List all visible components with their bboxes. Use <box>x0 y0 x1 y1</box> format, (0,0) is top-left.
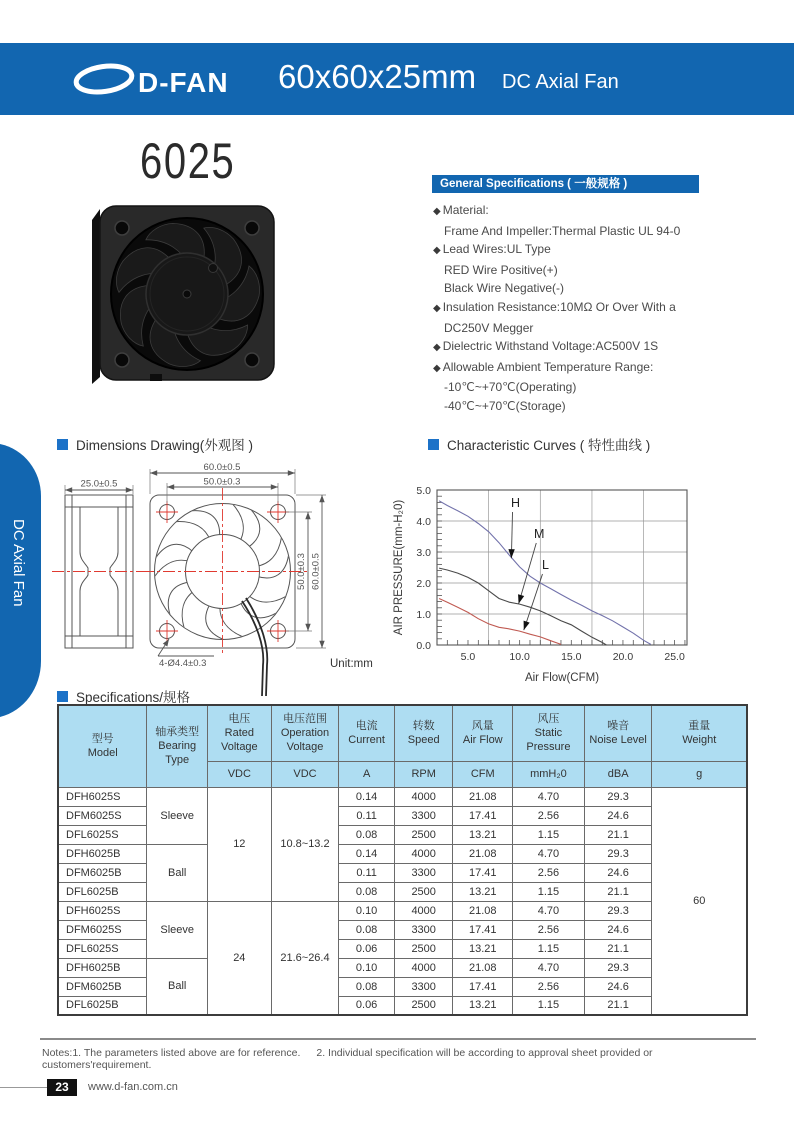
spec-line: ◆ Lead Wires:UL Type <box>433 242 551 257</box>
cell-current: 0.14 <box>339 844 395 863</box>
y-axis-label: AIR PRESSURE(mm-H₂0) <box>393 499 405 636</box>
cell-pressure: 1.15 <box>513 882 585 901</box>
cell-speed: 2500 <box>394 996 453 1015</box>
table-row <box>58 787 747 806</box>
cell-speed: 2500 <box>394 825 453 844</box>
footer-divider <box>40 1038 756 1040</box>
curve-label-L: L <box>541 558 549 573</box>
dim-width-outer: 60.0±0.5 <box>203 462 241 473</box>
fan-type-subtitle: DC Axial Fan <box>502 71 619 93</box>
cell-current: 0.08 <box>339 882 395 901</box>
cell-current: 0.11 <box>339 863 395 882</box>
mounting-hole <box>115 221 129 235</box>
y-tick-label: 4.0 <box>416 516 431 528</box>
unit-operation: VDC <box>271 761 339 787</box>
section-title-curves: Characteristic Curves ( 特性曲线 ) <box>428 434 650 454</box>
cell-airflow: 13.21 <box>453 825 513 844</box>
cell-bearing: Sleeve <box>147 787 208 844</box>
dim-holes: 4-Ø4.4±0.3 <box>159 658 207 669</box>
front-view <box>142 462 373 696</box>
diamond-bullet: ◆ <box>433 206 441 217</box>
cell-airflow: 13.21 <box>453 939 513 958</box>
col-header-airflow: 风量 Air Flow <box>453 705 513 761</box>
cell-current: 0.08 <box>339 977 395 996</box>
curve-H <box>439 501 651 645</box>
cell-bearing: Sleeve <box>147 901 208 958</box>
cell-pressure: 1.15 <box>513 996 585 1015</box>
unit-current: A <box>339 761 395 787</box>
table-row <box>58 844 747 863</box>
cell-speed: 2500 <box>394 939 453 958</box>
cell-noise: 21.1 <box>584 996 652 1015</box>
col-header-rated-voltage: 电压 Rated Voltage <box>208 705 272 761</box>
cell-speed: 2500 <box>394 882 453 901</box>
fan-size-title: 60x60x25mm <box>278 58 477 95</box>
col-header-speed: 转数 Speed <box>394 705 453 761</box>
cell-noise: 24.6 <box>584 863 652 882</box>
spec-line: Black Wire Negative(-) <box>444 281 565 296</box>
header-band <box>0 43 794 115</box>
cell-noise: 21.1 <box>584 825 652 844</box>
x-tick-label: 25.0 <box>664 651 685 663</box>
cell-current: 0.10 <box>339 958 395 977</box>
unit-weight: g <box>652 761 747 787</box>
spec-line: ◆ Material: <box>433 203 489 217</box>
cell-model: DFH6025S <box>58 787 147 806</box>
cell-noise: 29.3 <box>584 958 652 977</box>
spec-line: ◆ Dielectric Withstand Voltage:AC500V 1S <box>433 339 659 354</box>
x-tick-label: 15.0 <box>561 651 582 663</box>
section-title-dimensions: Dimensions Drawing(外观图 ) <box>57 434 253 454</box>
general-specs-list <box>433 201 733 416</box>
cell-airflow: 13.21 <box>453 882 513 901</box>
cell-current: 0.14 <box>339 787 395 806</box>
cell-airflow: 21.08 <box>453 901 513 920</box>
cell-model: DFL6025S <box>58 939 147 958</box>
cell-pressure: 2.56 <box>513 920 585 939</box>
cell-airflow: 17.41 <box>453 977 513 996</box>
col-header-current: 电流 Current <box>339 705 395 761</box>
cell-pressure: 2.56 <box>513 806 585 825</box>
annotation-arrowhead <box>521 621 530 632</box>
cell-speed: 3300 <box>394 806 453 825</box>
dim-depth: 25.0±0.5 <box>80 478 118 490</box>
cell-noise: 21.1 <box>584 939 652 958</box>
website-url: www.d-fan.com.cn <box>88 1081 178 1093</box>
dim-width-inner: 50.0±0.3 <box>203 476 241 488</box>
cell-noise: 24.6 <box>584 977 652 996</box>
diamond-bullet: ◆ <box>433 245 441 257</box>
y-tick-label: 5.0 <box>416 485 431 497</box>
col-header-weight: 重量 Weight <box>652 705 747 761</box>
cell-model: DFH6025B <box>58 958 147 977</box>
cell-pressure: 2.56 <box>513 977 585 996</box>
dim-unit: Unit:mm <box>330 658 373 670</box>
cell-rated-voltage: 24 <box>208 901 272 1015</box>
cell-current: 0.06 <box>339 939 395 958</box>
cell-current: 0.11 <box>339 806 395 825</box>
cell-airflow: 21.08 <box>453 844 513 863</box>
cell-model: DFH6025S <box>58 901 147 920</box>
cell-speed: 3300 <box>394 863 453 882</box>
diamond-bullet: ◆ <box>433 362 441 374</box>
unit-pressure: mmH₂0 <box>513 761 585 787</box>
cell-pressure: 2.56 <box>513 863 585 882</box>
cell-airflow: 21.08 <box>453 787 513 806</box>
table-row <box>58 901 747 920</box>
sidebar-tab <box>0 441 44 719</box>
cell-model: DFM6025B <box>58 977 147 996</box>
cell-pressure: 4.70 <box>513 844 585 863</box>
curve-L <box>439 599 561 645</box>
cell-model: DFH6025B <box>58 844 147 863</box>
blue-square-icon <box>428 439 439 450</box>
cell-pressure: 1.15 <box>513 939 585 958</box>
curve-M <box>439 568 606 645</box>
dim-height-outer: 60.0±0.5 <box>310 553 322 590</box>
cell-airflow: 17.41 <box>453 863 513 882</box>
cell-noise: 24.6 <box>584 806 652 825</box>
cell-speed: 3300 <box>394 977 453 996</box>
unit-noise: dBA <box>584 761 652 787</box>
cell-speed: 4000 <box>394 901 453 920</box>
cell-airflow: 21.08 <box>453 958 513 977</box>
cell-model: DFM6025S <box>58 920 147 939</box>
x-tick-label: 20.0 <box>612 651 634 663</box>
col-header-model: 型号 Model <box>58 705 147 787</box>
cell-airflow: 17.41 <box>453 920 513 939</box>
blue-square-icon <box>57 691 68 702</box>
cell-model: DFL6025B <box>58 882 147 901</box>
page-number: 23 <box>47 1079 77 1096</box>
annotation-arrowhead <box>508 549 515 558</box>
cell-rated-voltage: 12 <box>208 787 272 901</box>
diamond-bullet: ◆ <box>433 342 441 354</box>
cell-weight: 60 <box>652 787 747 1015</box>
col-header-pressure: 风压 Static Pressure <box>513 705 585 761</box>
col-header-noise: 噪音 Noise Level <box>584 705 652 761</box>
cell-bearing: Ball <box>147 844 208 901</box>
cell-speed: 3300 <box>394 920 453 939</box>
cell-pressure: 4.70 <box>513 901 585 920</box>
fan-photo <box>92 204 276 384</box>
x-axis-label: Air Flow(CFM) <box>524 672 600 684</box>
cell-noise: 29.3 <box>584 787 652 806</box>
cell-model: DFL6025B <box>58 996 147 1015</box>
cell-current: 0.06 <box>339 996 395 1015</box>
table-row <box>58 958 747 977</box>
cell-operation-voltage: 10.8~13.2 <box>271 787 339 901</box>
cell-model: DFM6025B <box>58 863 147 882</box>
cell-pressure: 4.70 <box>513 958 585 977</box>
col-header-bearing: 轴承类型 Bearing Type <box>147 705 208 787</box>
cell-current: 0.10 <box>339 901 395 920</box>
mounting-hole <box>245 353 259 367</box>
sidebar-label: DC Axial Fan <box>10 519 27 607</box>
curve-label-H: H <box>510 496 521 511</box>
brand-name: D-FAN <box>138 67 229 98</box>
cell-operation-voltage: 21.6~26.4 <box>271 901 339 1015</box>
col-header-operation-voltage: 电压范围 Operation Voltage <box>271 705 339 761</box>
cell-airflow: 17.41 <box>453 806 513 825</box>
mounting-hole <box>245 221 259 235</box>
y-tick-label: 3.0 <box>416 547 431 559</box>
cell-speed: 4000 <box>394 958 453 977</box>
mounting-hole <box>115 353 129 367</box>
spec-line: ◆ Allowable Ambient Temperature Range: <box>433 359 654 374</box>
cell-speed: 4000 <box>394 844 453 863</box>
cell-speed: 4000 <box>394 787 453 806</box>
spec-line: ◆ Insulation Resistance:10MΩ Or Over With a <box>433 299 676 314</box>
dim-height-inner: 50.0±0.3 <box>296 553 307 590</box>
spec-line: Frame And Impeller:Thermal Plastic UL 94-0 <box>444 223 681 238</box>
general-specs-title: General Specifications ( 一般规格 ) <box>432 175 699 193</box>
diamond-bullet: ◆ <box>433 302 441 314</box>
cell-airflow: 13.21 <box>453 996 513 1015</box>
y-tick-label: 0.0 <box>416 640 431 652</box>
specifications-table <box>57 704 748 1016</box>
spec-line: RED Wire Positive(+) <box>444 262 558 277</box>
unit-rated: VDC <box>208 761 272 787</box>
y-tick-label: 1.0 <box>416 609 431 621</box>
dfan-logo-icon <box>70 60 138 98</box>
blue-square-icon <box>57 439 68 450</box>
x-tick-label: 10.0 <box>509 651 530 663</box>
cell-pressure: 1.15 <box>513 825 585 844</box>
fan-side-face <box>92 209 100 384</box>
cell-bearing: Ball <box>147 958 208 1015</box>
spec-line: DC250V Megger <box>444 320 534 335</box>
curve-label-M: M <box>534 527 545 542</box>
cell-model: DFM6025S <box>58 806 147 825</box>
cell-current: 0.08 <box>339 920 395 939</box>
cell-pressure: 4.70 <box>513 787 585 806</box>
y-tick-label: 2.0 <box>416 578 431 590</box>
cell-noise: 29.3 <box>584 901 652 920</box>
model-number: 6025 <box>140 133 236 189</box>
cell-noise: 21.1 <box>584 882 652 901</box>
cell-model: DFL6025S <box>58 825 147 844</box>
x-tick-label: 5.0 <box>460 651 476 663</box>
dimensions-drawing <box>50 460 415 710</box>
side-view <box>52 479 146 649</box>
spec-line: -10℃~+70℃(Operating) <box>444 380 577 395</box>
cell-noise: 29.3 <box>584 844 652 863</box>
page-number-rule <box>0 1087 47 1088</box>
spec-line: -40℃~+70℃(Storage) <box>444 398 566 413</box>
section-title-specifications: Specifications/规格 <box>57 686 190 706</box>
notes: Notes:1. The parameters listed above are for reference. 2. Individual specification will be according to approval sheet provided or customers'requirement. <box>42 1047 653 1071</box>
unit-airflow: CFM <box>453 761 513 787</box>
cell-noise: 24.6 <box>584 920 652 939</box>
characteristic-curves-chart <box>392 452 712 692</box>
cell-current: 0.08 <box>339 825 395 844</box>
unit-speed: RPM <box>394 761 453 787</box>
